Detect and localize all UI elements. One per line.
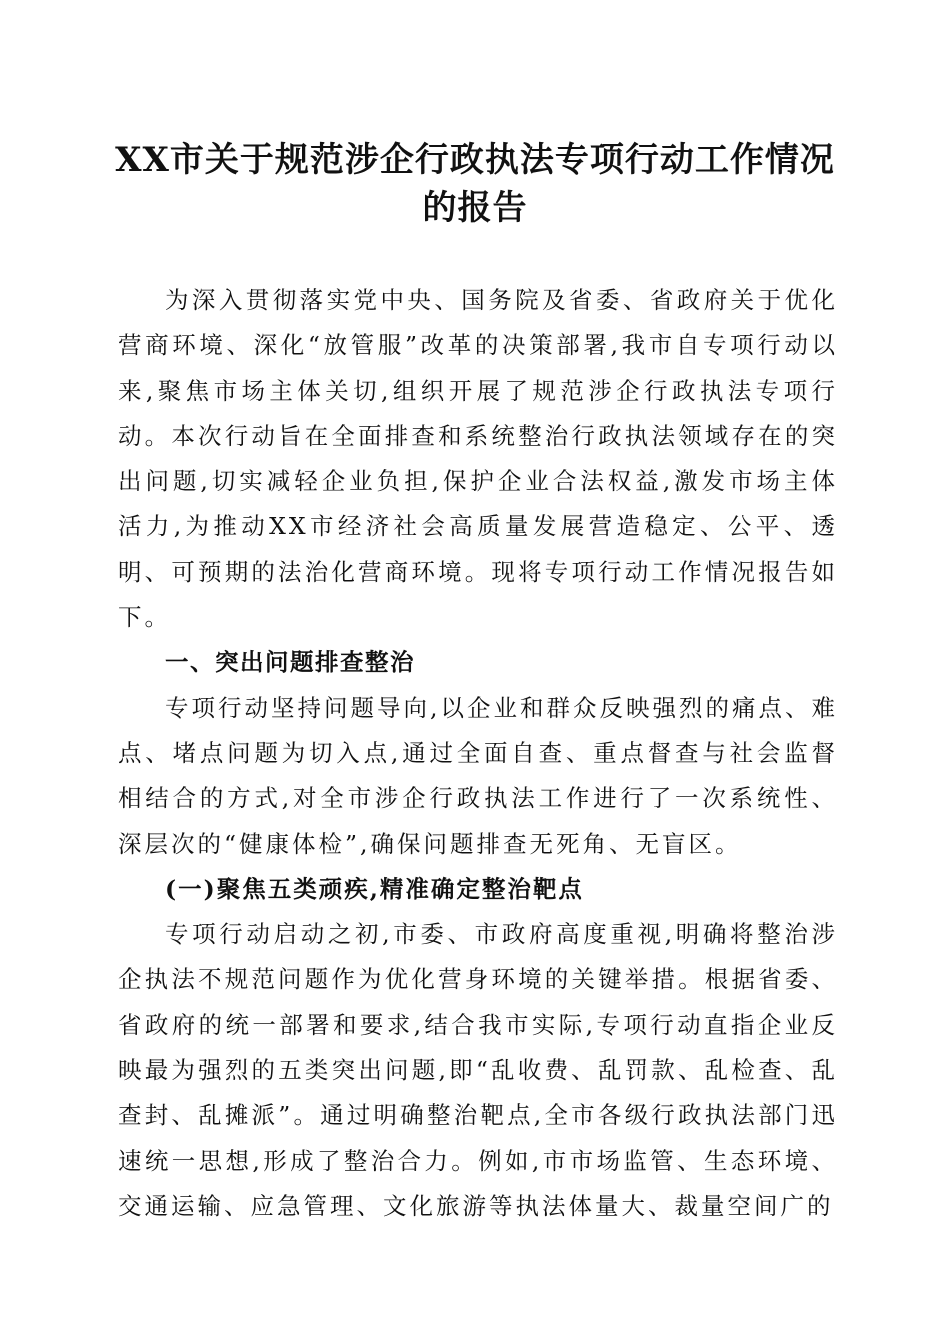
- section-paragraph: 专项行动坚持问题导向,以企业和群众反映强烈的痛点、难点、堵点问题为切入点,通过全面自查、重点督查与社会监督相结合的方式,对全市涉企行政执法工作进行了一次系统性、深层次的“健康体检”,确保问题排查无死角、无盲区。: [118, 693, 838, 858]
- intro-paragraph: 为深入贯彻落实党中央、国务院及省委、省政府关于优化营商环境、深化“放管服”改革的决策部署,我市自专项行动以来,聚焦市场主体关切,组织开展了规范涉企行政执法专项行动。本次行动旨在全面排查和系统整治行政执法领域存在的突出问题,切实减轻企业负担,保护企业合法权益,激发市场主体活力,为推动XX市经济社会高质量发展营造稳定、公平、透明、可预期的法治化营商环境。现将专项行动工作情况报告如下。: [118, 286, 838, 632]
- subsection-paragraph: 专项行动启动之初,市委、市政府高度重视,明确将整治涉企执法不规范问题作为优化营身环境的关键举措。根据省委、省政府的统一部署和要求,结合我市实际,专项行动直指企业反映最为强烈的五类突出问题,即“乱收费、乱罚款、乱检查、乱查封、乱摊派”。通过明确整治靶点,全市各级行政执法部门迅速统一思想,形成了整治合力。例如,市市场监管、生态环境、交通运输、应急管理、文化旅游等执法体量大、裁量空间广的: [118, 920, 838, 1220]
- section-heading: 一、突出问题排查整治: [165, 648, 415, 677]
- document-title: XX市关于规范涉企行政执法专项行动工作情况的报告: [115, 140, 835, 228]
- document-body: [118, 278, 838, 1229]
- subsection-heading: (一)聚焦五类顽疾,精准确定整治靶点: [165, 874, 584, 903]
